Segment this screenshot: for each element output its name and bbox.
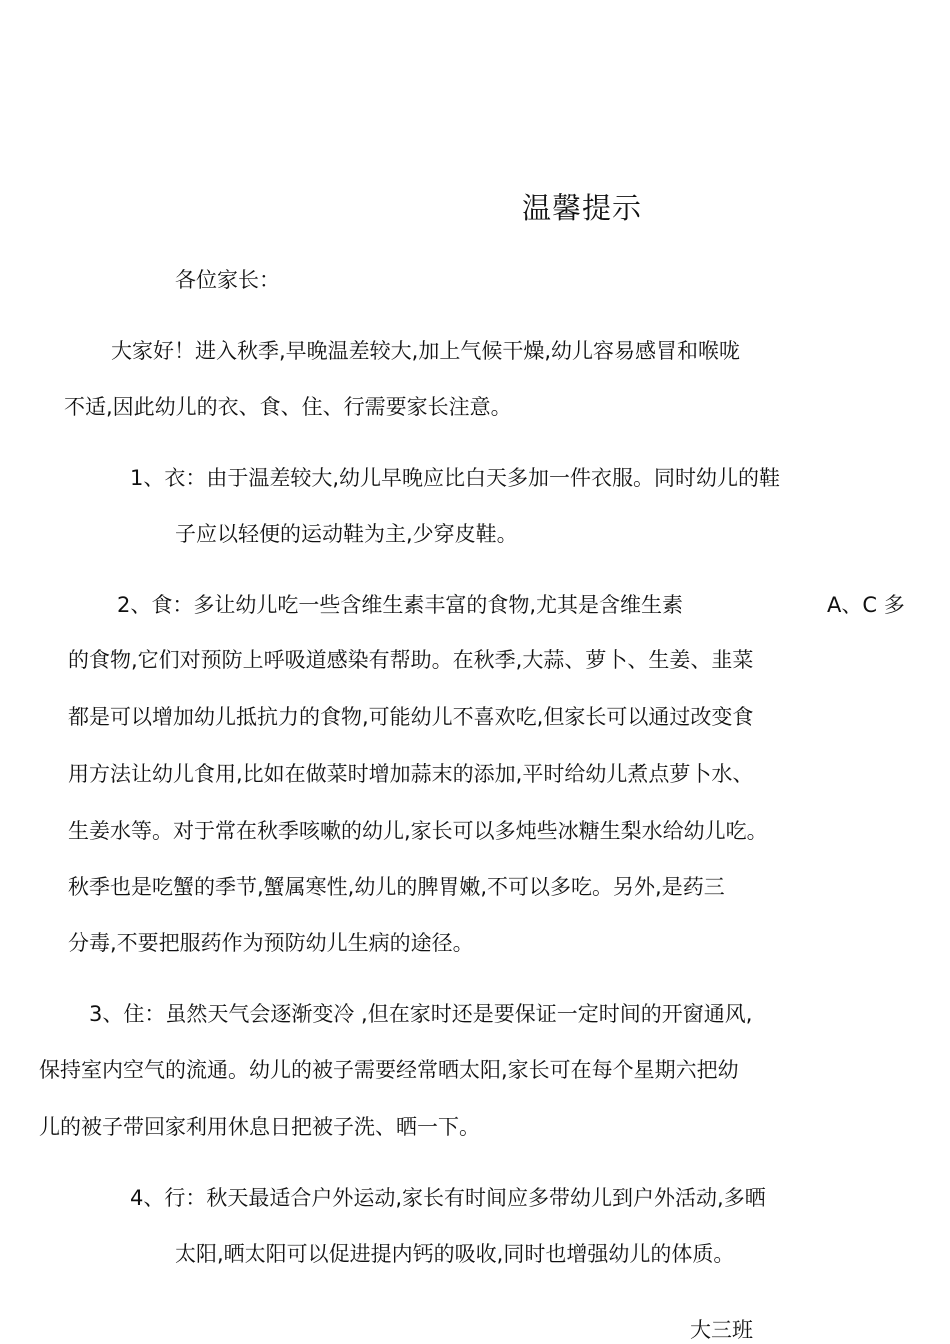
item2-line-7: 分毒,不要把服药作为预防幼儿生病的途径。 xyxy=(68,931,474,955)
intro-line-2: 不适,因此幼儿的衣、食、住、行需要家长注意。 xyxy=(64,395,512,419)
item1-line-1: 1、衣：由于温差较大,幼儿早晚应比白天多加一件衣服。同时幼儿的鞋 xyxy=(130,466,781,490)
item4-line-1: 4、行：秋天最适合户外运动,家长有时间应多带幼儿到户外活动,多晒 xyxy=(130,1186,766,1210)
signature: 大三班 xyxy=(690,1318,753,1342)
item2-line-3: 都是可以增加幼儿抵抗力的食物,可能幼儿不喜欢吃,但家长可以通过改变食 xyxy=(68,705,754,729)
item3-line-2: 保持室内空气的流通。幼儿的被子需要经常晒太阳,家长可在每个星期六把幼 xyxy=(39,1058,739,1082)
item4-line-2: 太阳,晒太阳可以促进提内钙的吸收,同时也增强幼儿的体质。 xyxy=(175,1242,735,1266)
intro-line-1: 大家好！进入秋季,早晚温差较大,加上气候干燥,幼儿容易感冒和喉咙 xyxy=(111,339,741,363)
item2-line-5: 生姜水等。对于常在秋季咳嗽的幼儿,家长可以多炖些冰糖生梨水给幼儿吃。 xyxy=(68,819,768,843)
item2-line-1-tail: A、C 多 xyxy=(827,593,905,617)
item3-line-3: 儿的被子带回家利用休息日把被子洗、晒一下。 xyxy=(39,1115,480,1139)
item3-line-1: 3、住：虽然天气会逐渐变冷 ,但在家时还是要保证一定时间的开窗通风, xyxy=(89,1002,753,1026)
item2-line-1: 2、食：多让幼儿吃一些含维生素丰富的食物,尤其是含维生素 xyxy=(117,593,684,617)
item2-line-4: 用方法让幼儿食用,比如在做菜时增加蒜末的添加,平时给幼儿煮点萝卜水、 xyxy=(68,762,754,786)
item1-line-2: 子应以轻便的运动鞋为主,少穿皮鞋。 xyxy=(175,522,518,546)
item2-line-2: 的食物,它们对预防上呼吸道感染有帮助。在秋季,大蒜、萝卜、生姜、韭菜 xyxy=(68,648,754,672)
item2-line-6: 秋季也是吃蟹的季节,蟹属寒性,幼儿的脾胃嫩,不可以多吃。另外,是药三 xyxy=(68,875,725,899)
salutation: 各位家长： xyxy=(175,268,280,292)
page-title: 温馨提示 xyxy=(522,191,643,225)
